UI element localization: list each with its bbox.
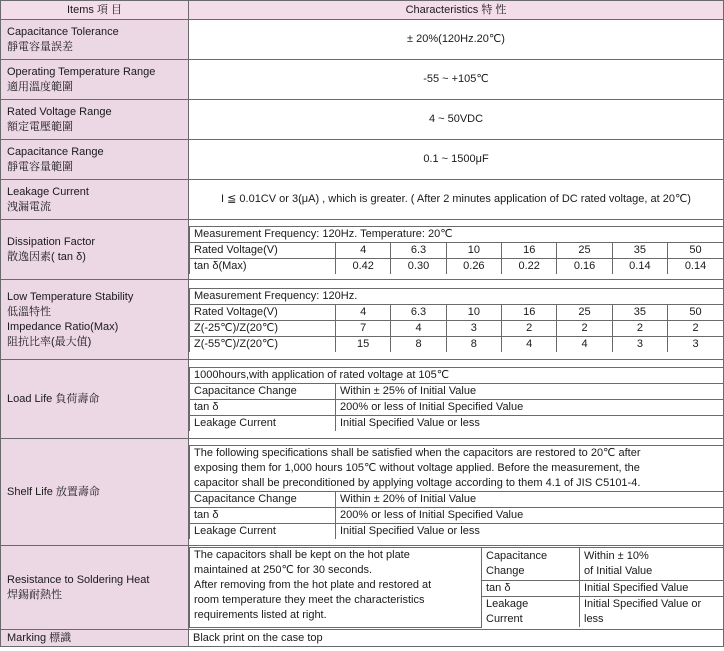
row-capacitance-range <box>1 140 724 180</box>
tan-cell: 0.14 <box>612 258 667 274</box>
row-operating-temperature <box>1 60 724 100</box>
z55-cell: 15 <box>336 336 391 352</box>
low-temp-measure-row <box>190 288 724 304</box>
voltage-cell: 4 <box>336 304 391 320</box>
load-life-intro: 1000hours,with application of rated voltage at 105℃ <box>190 368 724 384</box>
value-operating-temperature: -55 ~ +105℃ <box>189 60 724 100</box>
solder-value <box>580 597 724 628</box>
voltage-cell: 16 <box>502 242 557 258</box>
shelf-life-intro <box>190 446 724 492</box>
z25-cell: 3 <box>446 320 501 336</box>
row-dissipation-factor <box>1 220 724 280</box>
label-operating-temperature <box>1 60 189 100</box>
label-zh: 散逸因素( tan δ) <box>7 250 86 263</box>
voltage-cell: 50 <box>668 242 723 258</box>
load-life-item: tan δ <box>190 400 336 416</box>
soldering-cell <box>189 546 724 630</box>
z55-cell: 4 <box>557 336 612 352</box>
tan-cell: 0.14 <box>668 258 723 274</box>
row-shelf-life <box>1 439 724 546</box>
solder-value: Initial Specified Value <box>580 581 724 597</box>
shelf-intro-line: The following specifications shall be satisfied when the capacitors are restored to 20℃ after <box>194 447 641 459</box>
voltage-cell: 16 <box>502 304 557 320</box>
dissipation-table <box>189 226 723 274</box>
low-temp-rv-label: Rated Voltage(V) <box>190 304 336 320</box>
solder-value <box>580 548 724 581</box>
dissipation-rv-label: Rated Voltage(V) <box>190 242 336 258</box>
z25-label: Z(-25℃)/Z(20℃) <box>190 320 336 336</box>
shelf-life-item: Leakage Current <box>190 524 336 540</box>
solder-item-line: Capacitance <box>486 550 548 563</box>
load-life-row <box>190 384 724 400</box>
row-soldering-heat <box>1 546 724 630</box>
z55-label: Z(-55℃)/Z(20℃) <box>190 336 336 352</box>
label-leakage-current <box>1 180 189 220</box>
value-rated-voltage: 4 ~ 50VDC <box>189 100 724 140</box>
row-rated-voltage <box>1 100 724 140</box>
solder-item: tan δ <box>482 581 580 597</box>
solder-row <box>190 548 724 581</box>
voltage-cell: 35 <box>612 304 667 320</box>
row-load-life <box>1 360 724 439</box>
load-life-value: 200% or less of Initial Specified Value <box>336 400 724 416</box>
solder-value-line: of Initial Value <box>584 565 653 578</box>
voltage-cell: 25 <box>557 304 612 320</box>
z55-cell: 3 <box>612 336 667 352</box>
header-row <box>1 1 724 20</box>
shelf-life-cell <box>189 439 724 546</box>
voltage-cell: 50 <box>668 304 723 320</box>
voltage-cell: 4 <box>336 242 391 258</box>
label-marking: Marking 標識 <box>1 630 189 647</box>
label-en: Low Temperature Stability <box>7 290 134 303</box>
shelf-intro-line: capacitor shall be preconditioned by applying voltage according to them 4.1 of JIS C5101-4. <box>194 477 641 489</box>
z25-cell: 2 <box>502 320 557 336</box>
low-temp-measure: Measurement Frequency: 120Hz. <box>190 288 724 304</box>
solder-item <box>482 548 580 581</box>
load-life-value: Within ± 25% of Initial Value <box>336 384 724 400</box>
low-temp-voltage-row <box>190 304 724 320</box>
solder-item <box>482 597 580 628</box>
label-en: Operating Temperature Range <box>7 65 156 78</box>
load-life-intro-row <box>190 368 724 384</box>
soldering-table <box>189 547 723 628</box>
shelf-intro-line: exposing them for 1,000 hours 105℃ without voltage applied. Before the measurement, the <box>194 462 640 474</box>
label-shelf-life: Shelf Life 放置壽命 <box>1 439 189 546</box>
z55-cell: 3 <box>668 336 723 352</box>
label-dissipation-factor <box>1 220 189 280</box>
dissipation-tan-row <box>190 258 724 274</box>
shelf-life-table <box>189 445 723 539</box>
label-zh: 額定電壓範圍 <box>7 120 73 133</box>
solder-value-line: less <box>584 613 604 626</box>
solder-text-line: requirements listed at right. <box>194 609 327 622</box>
header-items: Items 項 目 <box>1 1 189 20</box>
shelf-life-value: 200% or less of Initial Specified Value <box>336 508 724 524</box>
label-zh: 低溫特性 <box>7 305 51 318</box>
label-low-temperature <box>1 280 189 360</box>
load-life-row <box>190 416 724 432</box>
label-en: Leakage Current <box>7 185 89 198</box>
z55-cell: 8 <box>446 336 501 352</box>
tan-cell: 0.22 <box>502 258 557 274</box>
label-capacitance-tolerance <box>1 20 189 60</box>
shelf-life-item: Capacitance Change <box>190 492 336 508</box>
low-temperature-table <box>189 288 723 352</box>
voltage-cell: 6.3 <box>391 242 446 258</box>
solder-text-line: The capacitors shall be kept on the hot plate <box>194 549 410 562</box>
z25-cell: 4 <box>391 320 446 336</box>
low-temp-z25-row <box>190 320 724 336</box>
value-marking: Black print on the case top <box>189 630 724 647</box>
label-rated-voltage <box>1 100 189 140</box>
label-zh: 阻抗比率(最大值) <box>7 335 92 348</box>
voltage-cell: 10 <box>446 242 501 258</box>
label-zh: 靜電容量誤差 <box>7 40 73 53</box>
value-leakage-current: I ≦ 0.01CV or 3(μA) , which is greater. ( After 2 minutes application of DC rated voltage, at 20℃) <box>189 180 724 220</box>
dissipation-tan-label: tan δ(Max) <box>190 258 336 274</box>
solder-value-line: Initial Specified Value or <box>584 598 702 611</box>
shelf-life-row <box>190 492 724 508</box>
solder-description <box>190 548 482 628</box>
label-soldering-heat <box>1 546 189 630</box>
solder-item-line: Leakage <box>486 598 529 611</box>
shelf-life-row <box>190 524 724 540</box>
label-en: Rated Voltage Range <box>7 105 112 118</box>
solder-text-line: After removing from the hot plate and restored at <box>194 579 432 592</box>
load-life-item: Leakage Current <box>190 416 336 432</box>
label-capacitance-range <box>1 140 189 180</box>
z25-cell: 2 <box>612 320 667 336</box>
low-temp-z55-row <box>190 336 724 352</box>
tan-cell: 0.42 <box>336 258 391 274</box>
shelf-life-intro-row <box>190 446 724 492</box>
label-en: Impedance Ratio(Max) <box>7 320 119 333</box>
solder-text-line: room temperature they meet the characteristics <box>194 594 425 607</box>
load-life-cell <box>189 360 724 439</box>
z25-cell: 2 <box>668 320 723 336</box>
row-capacitance-tolerance <box>1 20 724 60</box>
label-zh: 適用溫度範圍 <box>7 80 73 93</box>
label-en: Capacitance Tolerance <box>7 25 119 38</box>
label-en: Dissipation Factor <box>7 235 96 248</box>
z55-cell: 4 <box>502 336 557 352</box>
z25-cell: 2 <box>557 320 612 336</box>
z25-cell: 7 <box>336 320 391 336</box>
row-leakage-current <box>1 180 724 220</box>
value-capacitance-tolerance: ± 20%(120Hz.20℃) <box>189 20 724 60</box>
label-zh: 靜電容量範圍 <box>7 160 73 173</box>
load-life-row <box>190 400 724 416</box>
label-load-life: Load Life 負荷壽命 <box>1 360 189 439</box>
tan-cell: 0.26 <box>446 258 501 274</box>
solder-text-line: maintained at 250℃ for 30 seconds. <box>194 564 373 577</box>
tan-cell: 0.16 <box>557 258 612 274</box>
load-life-value: Initial Specified Value or less <box>336 416 724 432</box>
row-marking <box>1 630 724 647</box>
solder-item-line: Current <box>486 613 523 626</box>
load-life-item: Capacitance Change <box>190 384 336 400</box>
z55-cell: 8 <box>391 336 446 352</box>
shelf-life-value: Initial Specified Value or less <box>336 524 724 540</box>
voltage-cell: 6.3 <box>391 304 446 320</box>
label-en: Capacitance Range <box>7 145 104 158</box>
row-low-temperature <box>1 280 724 360</box>
solder-value-line: Within ± 10% <box>584 550 649 563</box>
tan-cell: 0.30 <box>391 258 446 274</box>
load-life-table <box>189 367 723 431</box>
dissipation-cell <box>189 220 724 280</box>
shelf-life-row <box>190 508 724 524</box>
value-capacitance-range: 0.1 ~ 1500μF <box>189 140 724 180</box>
header-characteristics: Characteristics 特 性 <box>189 1 724 20</box>
dissipation-voltage-row <box>190 242 724 258</box>
voltage-cell: 35 <box>612 242 667 258</box>
dissipation-measure-row <box>190 226 724 242</box>
low-temperature-cell <box>189 280 724 360</box>
label-zh: 焊錫耐熱性 <box>7 588 62 601</box>
voltage-cell: 10 <box>446 304 501 320</box>
shelf-life-item: tan δ <box>190 508 336 524</box>
voltage-cell: 25 <box>557 242 612 258</box>
shelf-life-value: Within ± 20% of Initial Value <box>336 492 724 508</box>
label-en: Resistance to Soldering Heat <box>7 573 150 586</box>
label-zh: 洩漏電流 <box>7 200 51 213</box>
solder-item-line: Change <box>486 565 525 578</box>
dissipation-measure: Measurement Frequency: 120Hz. Temperature: 20℃ <box>190 226 724 242</box>
